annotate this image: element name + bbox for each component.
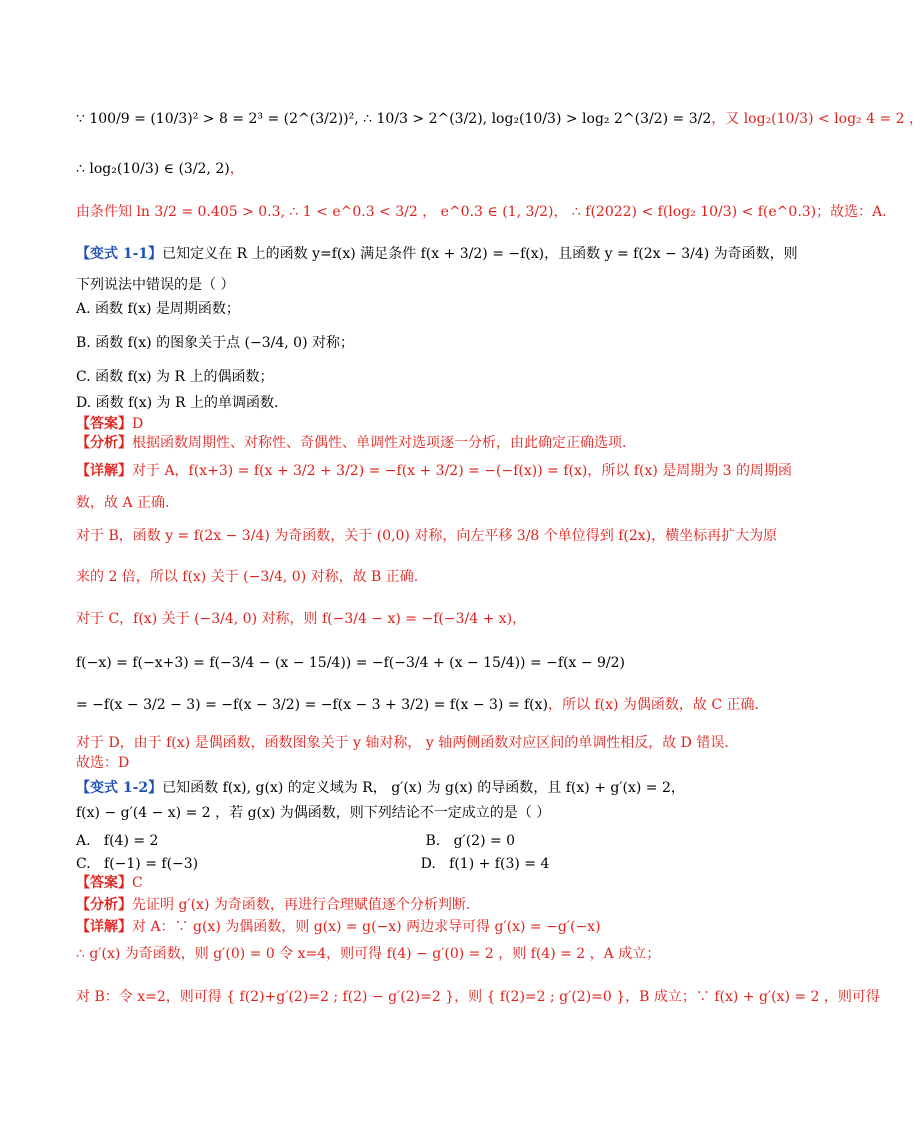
detail-2-line-2: ∴ g′(x) 为奇函数，则 g′(0) = 0 令 x=4，则可得 f(4) − g′(0) = 2 ，则 f(4) = 2 ，A 成立； [76, 946, 661, 962]
variant-1-1-stem: 【变式 1-1】已知定义在 R 上的函数 y=f(x) 满足条件 f(x + 3/2) = −f(x)，且函数 y = f(2x − 3/4) 为奇函数，则 [76, 246, 798, 262]
detail-line-9: 故选：D [76, 755, 130, 771]
detail-line-2: 数，故 A 正确. [76, 495, 170, 511]
variant-tag: 【变式 1-2】 [76, 780, 163, 796]
option-b: B. 函数 f(x) 的图象关于点 (−3/4, 0) 对称； [76, 335, 354, 351]
text-line-1: ∵ 100/9 = (10/3)² > 8 = 2³ = (2^(3/2))², ∴ 10/3 > 2^(3/2), log₂(10/3) > log₂ 2^(3/2) = 3/2，又 log₂(10/3) < log₂ 4 = 2 ， [76, 111, 923, 127]
detail-line-8: 对于 D，由于 f(x) 是偶函数，函数图象关于 y 轴对称， y 轴两侧函数对应区间的单调性相反，故 D 错误. [76, 735, 729, 751]
options-ab: A. f(4) = 2 B. g′(2) = 0 [76, 833, 516, 849]
text-line-3: 由条件知 ln 3/2 = 0.405 > 0.3, ∴ 1 < e^0.3 < 3/2 ， e^0.3 ∈ (1, 3/2)， ∴ f(2022) < f(log₂ 10/3) < f(e^0.3)；故选：A. [76, 204, 887, 220]
variant-tag: 【变式 1-1】 [76, 246, 163, 262]
option-a: A. 函数 f(x) 是周期函数； [76, 301, 240, 317]
text-line-22: f(x) − g′(4 − x) = 2 ，若 g(x) 为偶函数，则下列结论不一定成立的是（ ） [76, 805, 551, 821]
detail-line-3: 对于 B，函数 y = f(2x − 3/4) 为奇函数，关于 (0,0) 对称，向左平移 3/8 个单位得到 f(2x)，横坐标再扩大为原 [76, 528, 778, 544]
answer-line: 【答案】D [76, 416, 144, 432]
variant-1-2-stem: 【变式 1-2】已知函数 f(x), g(x) 的定义域为 R， g′(x) 为 g(x) 的导函数，且 f(x) + g′(x) = 2， [76, 780, 685, 796]
option-d: D. 函数 f(x) 为 R 上的单调函数. [76, 395, 279, 411]
detail-line-6: f(−x) = f(−x+3) = f(−3/4 − (x − 15/4)) = −f(−3/4 + (x − 15/4)) = −f(x − 9/2) [76, 655, 626, 671]
detail-2-line-1: 【详解】对 A：∵ g(x) 为偶函数，则 g(x) = g(−x) 两边求导可得 g′(x) = −g′(−x) [76, 919, 601, 935]
detail-line-4: 来的 2 倍，所以 f(x) 关于 (−3/4, 0) 对称，故 B 正确. [76, 569, 419, 585]
options-cd: C. f(−1) = f(−3) D. f(1) + f(3) = 4 [76, 856, 550, 872]
detail-2-line-3: 对 B：令 x=2，则可得 { f(2)+g′(2)=2 ; f(2) − g′(2)=2 }，则 { f(2)=2 ; g′(2)=0 }，B 成立；∵ f(x) + g′(x) = 2 ，则可得 [76, 989, 880, 1005]
answer-line-2: 【答案】C [76, 875, 143, 891]
option-c: C. 函数 f(x) 为 R 上的偶函数； [76, 369, 274, 385]
text-line-5: 下列说法中错误的是（ ） [76, 277, 235, 293]
analysis-line: 【分析】根据函数周期性、对称性、奇偶性、单调性对选项逐一分析，由此确定正确选项. [76, 435, 627, 451]
detail-line-1: 【详解】对于 A，f(x+3) = f(x + 3/2 + 3/2) = −f(x + 3/2) = −(−f(x)) = f(x)，所以 f(x) 是周期为 3 的周期函 [76, 463, 793, 479]
analysis-line-2: 【分析】先证明 g′(x) 为奇函数，再进行合理赋值逐个分析判断. [76, 897, 471, 913]
text-line-2: ∴ log₂(10/3) ∈ (3/2, 2)， [76, 161, 244, 177]
detail-line-5: 对于 C，f(x) 关于 (−3/4, 0) 对称，则 f(−3/4 − x) = −f(−3/4 + x)， [76, 611, 527, 627]
detail-line-7: = −f(x − 3/2 − 3) = −f(x − 3/2) = −f(x − 3 + 3/2) = f(x − 3) = f(x)，所以 f(x) 为偶函数，故 C 正确. [76, 697, 759, 713]
